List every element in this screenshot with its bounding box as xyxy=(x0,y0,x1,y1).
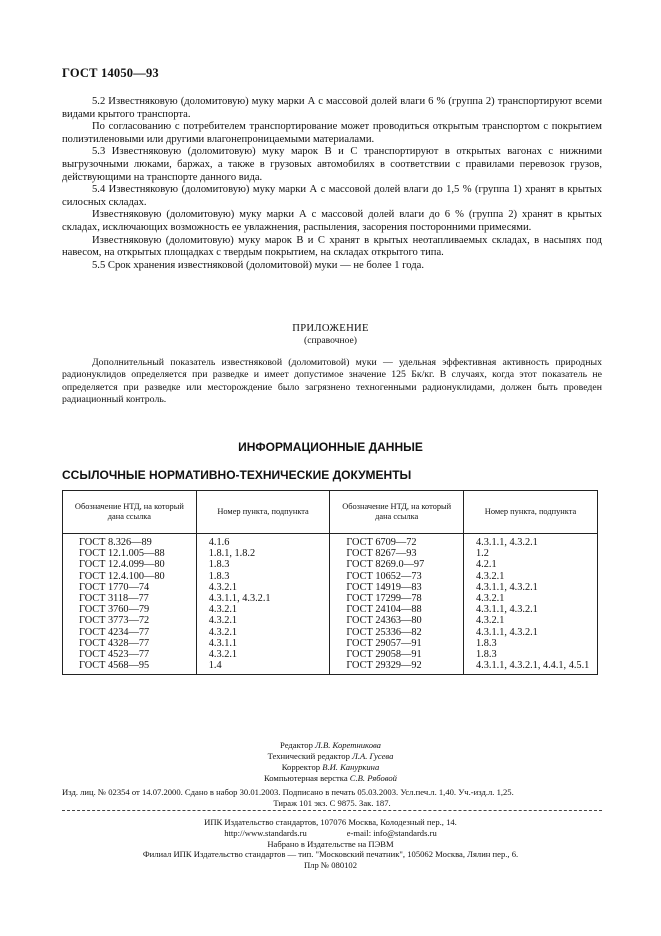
appendix-title: ПРИЛОЖЕНИЕ xyxy=(292,323,369,334)
publication-details: Изд. лиц. № 02354 от 14.07.2000. Сдано в набор 30.01.2003. Подписано в печать 05.03.2003. Усл.печ.л. 1,40. Уч.-изд.л. 1,25. xyxy=(62,787,514,797)
table-cell: 4.3.1.1 xyxy=(196,638,330,649)
column-header: Обозначение НТД, на который дана ссылка xyxy=(63,491,197,534)
table-cell: ГОСТ 4328—77 xyxy=(63,638,197,649)
table-cell: 4.3.2.1 xyxy=(196,649,330,660)
table-cell: 4.1.6 xyxy=(196,534,330,549)
print-run: Тираж 101 экз. С 9875. Зак. 187. xyxy=(273,798,391,808)
table-row xyxy=(63,571,598,582)
paragraph: 5.4 Известняковую (доломитовую) муку марки А с массовой долей влаги до 1,5 % (группа 1) хранят в крытых силосных складах. xyxy=(62,184,602,208)
table-cell: 4.3.2.1 xyxy=(464,593,598,604)
table-cell: ГОСТ 29329—92 xyxy=(330,660,464,675)
paragraph: 5.2 Известняковую (доломитовую) муку марки А с массовой долей влаги 6 % (группа 2) транспортируют всеми видами крытого транспорта. xyxy=(62,96,602,120)
table-cell: ГОСТ 3773—72 xyxy=(63,615,197,626)
table-row xyxy=(63,627,598,638)
publisher-address: ИПК Издательство стандартов, 107076 Москва, Колодезный пер., 14. xyxy=(204,817,457,827)
publisher-block xyxy=(0,817,661,871)
table-cell: ГОСТ 1770—74 xyxy=(63,582,197,593)
table-cell: 1.8.3 xyxy=(196,559,330,570)
table-cell: ГОСТ 4523—77 xyxy=(63,649,197,660)
section-5-text xyxy=(62,96,602,272)
table-cell: ГОСТ 17299—78 xyxy=(330,593,464,604)
table-cell: 4.2.1 xyxy=(464,559,598,570)
table-cell: 4.3.1.1, 4.3.2.1 xyxy=(196,593,330,604)
table-cell: 4.3.2.1 xyxy=(464,615,598,626)
table-cell: ГОСТ 8269.0—97 xyxy=(330,559,464,570)
column-header: Номер пункта, подпункта xyxy=(196,491,330,534)
paragraph: Известняковую (доломитовую) муку марки А с массовой долей влаги до 6 % (группа 2) хранят в крытых складах, исключающих возможность ее увлажнения, распыления, засорения посторонними примесями. xyxy=(62,209,602,233)
table-header-row xyxy=(63,491,598,534)
paragraph: Известняковую (доломитовую) муку марок В и С хранят в крытых неотапливаемых складах, в насыпях под навесом, на открытых площадках с твердым покрытием, на складах открытого типа. xyxy=(62,234,602,259)
table-cell: 4.3.2.1 xyxy=(196,582,330,593)
table-cell: 4.3.1.1, 4.3.2.1 xyxy=(464,627,598,638)
table-cell: 4.3.2.1 xyxy=(464,571,598,582)
editor-line: Редактор Л.В. Коретникова xyxy=(280,740,381,750)
table-cell: 1.8.1, 1.8.2 xyxy=(196,548,330,559)
column-header: Обозначение НТД, на который дана ссылка xyxy=(330,491,464,534)
table-row xyxy=(63,604,598,615)
table-cell: ГОСТ 12.1.005—88 xyxy=(63,548,197,559)
table-cell: ГОСТ 8.326—89 xyxy=(63,534,197,549)
table-cell: ГОСТ 3760—79 xyxy=(63,604,197,615)
table-row xyxy=(63,548,598,559)
table-cell: ГОСТ 12.4.099—80 xyxy=(63,559,197,570)
table-cell: ГОСТ 24104—88 xyxy=(330,604,464,615)
table-cell: 1.4 xyxy=(196,660,330,675)
table-cell: 4.3.1.1, 4.3.2.1 xyxy=(464,582,598,593)
credits-block xyxy=(0,740,661,784)
table-cell: ГОСТ 3118—77 xyxy=(63,593,197,604)
layout-line: Компьютерная верстка С.В. Рябовой xyxy=(264,773,397,783)
table-cell: 4.3.1.1, 4.3.2.1 xyxy=(464,534,598,549)
license-number: Плр № 080102 xyxy=(303,860,358,871)
table-cell: ГОСТ 12.4.100—80 xyxy=(63,571,197,582)
typeset-note: Набрано в Издательстве на ПЭВМ xyxy=(267,838,394,849)
printing-branch: Филиал ИПК Издательство стандартов — тип. "Московский печатник", 105062 Москва, Лялин пер., 6. xyxy=(142,849,519,860)
table-row xyxy=(63,615,598,626)
publisher-contacts xyxy=(0,828,661,839)
table-row xyxy=(63,638,598,649)
table-row xyxy=(63,582,598,593)
table-cell: ГОСТ 14919—83 xyxy=(330,582,464,593)
table-cell: ГОСТ 24363—80 xyxy=(330,615,464,626)
separator-line xyxy=(62,810,602,811)
table-cell: 1.8.3 xyxy=(464,638,598,649)
table-row xyxy=(63,593,598,604)
column-header: Номер пункта, подпункта xyxy=(464,491,598,534)
table-cell: ГОСТ 6709—72 xyxy=(330,534,464,549)
paragraph: По согласованию с потребителем транспортирование может проводиться открытым транспортом с покрытием полиэтиленовыми или другими влагонепроницаемыми материалами. xyxy=(62,121,602,145)
table-cell: ГОСТ 25336—82 xyxy=(330,627,464,638)
table-cell: ГОСТ 10652—73 xyxy=(330,571,464,582)
website-link[interactable]: http://www.standards.ru xyxy=(224,827,307,838)
table-row xyxy=(63,559,598,570)
table-cell: ГОСТ 4234—77 xyxy=(63,627,197,638)
table-cell: 4.3.2.1 xyxy=(196,604,330,615)
table-cell: 4.3.2.1 xyxy=(196,627,330,638)
standard-header: ГОСТ 14050—93 xyxy=(62,66,159,80)
table-row xyxy=(63,660,598,675)
tech-editor-line: Технический редактор Л.А. Гусева xyxy=(267,751,394,761)
table-cell: 4.3.2.1 xyxy=(196,615,330,626)
publication-info xyxy=(62,787,602,809)
table-row xyxy=(63,534,598,549)
table-cell: ГОСТ 4568—95 xyxy=(63,660,197,675)
appendix-subtitle: (справочное) xyxy=(304,335,357,346)
references-heading: ССЫЛОЧНЫЕ НОРМАТИВНО-ТЕХНИЧЕСКИЕ ДОКУМЕНТЫ xyxy=(62,468,412,482)
corrector-line: Корректор В.И. Кануркина xyxy=(281,762,380,772)
table-cell: 1.8.3 xyxy=(196,571,330,582)
paragraph: 5.5 Срок хранения известняковой (доломитовой) муки — не более 1 года. xyxy=(92,259,425,271)
table-cell: 1.2 xyxy=(464,548,598,559)
appendix-paragraph: Дополнительный показатель известняковой (доломитовой) муки — удельная эффективная активность природных радионуклидов определяется при разведке и имеет допустимое значение 125 Бк/кг. В случаях, когда этот показатель не определяется при разведке или месторождение было загрязнено техногенными радионуклидами, должен быть проведен радиационный контроль. xyxy=(62,357,602,405)
appendix-text xyxy=(62,357,602,406)
email-link[interactable]: e-mail: info@standards.ru xyxy=(346,827,437,838)
table-cell: ГОСТ 29057—91 xyxy=(330,638,464,649)
table-cell: ГОСТ 29058—91 xyxy=(330,649,464,660)
table-cell: 4.3.1.1, 4.3.2.1 xyxy=(464,604,598,615)
table-cell: ГОСТ 8267—93 xyxy=(330,548,464,559)
paragraph: 5.3 Известняковую (доломитовую) муку марок В и С транспортируют в открытых вагонах с нижними выгрузочными люками, баржах, а также в грузовых автомобилях в соответствии с правилами перевозок грузов, действующими на транспорте данного вида. xyxy=(62,146,602,183)
table-row xyxy=(63,649,598,660)
info-heading: ИНФОРМАЦИОННЫЕ ДАННЫЕ xyxy=(238,440,423,454)
references-table xyxy=(62,490,598,675)
table-cell: 4.3.1.1, 4.3.2.1, 4.4.1, 4.5.1 xyxy=(464,660,598,675)
table-cell: 1.8.3 xyxy=(464,649,598,660)
